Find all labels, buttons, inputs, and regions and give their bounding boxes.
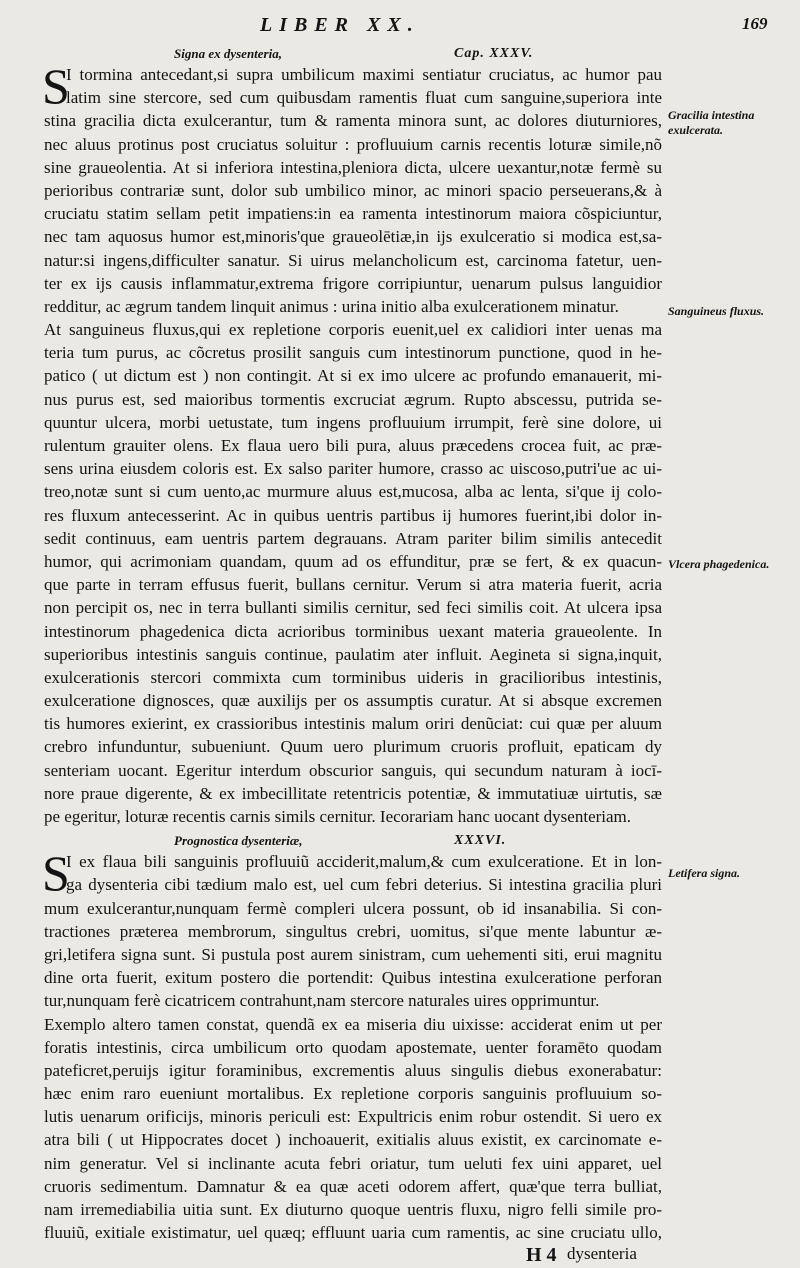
text-line: pe egeritur, loturæ recentis carnis simils cernitur. Iecorariam hanc uocant dysenteriam. [44,807,632,826]
text-line: humor, qui acrimoniam quandam, quum ad os effunditur, præ se fert, & ex quacun- [44,551,662,571]
catchword: dysenteria [567,1244,637,1264]
text-line: superioribus intestinis sanguis continue, paulatim ater influit. Aegineta si signa,inquit, [44,644,662,664]
text-line: res fluxum antecesserint. Ac in quibus uentris partibus ij humores fuerint,ibi dolor in- [44,505,662,525]
text-line: intestinorum phagedenica dicta acrioribus torminibus uexant materia graueolente. In [44,621,662,641]
text-line: perioribus contrariæ sunt, dolor sub umbilico minor, ac minori spacio perseuerans,& à [44,180,662,200]
text-line: foratis intestinis, circa umbilicum orto quodam apostemate, uenter foramēto quodam [44,1037,662,1057]
text-line: nam irremediabilia uitia sunt. Ex diuturno quoque uentris fluxu, nigro felli simile pro- [44,1200,662,1219]
text-line: nim generatur. Vel si inclinante acuta febri oriatur, tum ueluti fex uini apparet, uel [44,1153,662,1173]
text-line: At sanguineus fluxus,qui ex repletione corporis euenit,uel ex calidiori inter uenas ma [44,320,662,340]
text-line: senteriam uocant. Egeritur interdum obscurior sanguis, qui secundum naturam à iocī- [44,760,662,780]
text-line: cruciatu statim sellam petit impatiens:in ea ramenta intestinorum maiora cõspiciuntur, [44,204,662,224]
text-line: exulcerationis stercori commixta cum torminibus uideris in gracilioribus intestinis, [44,667,662,687]
margin-note: Vlcera phagedenica. [668,557,770,571]
text-line: tur,nunquam ferè cicatricem contrahunt,nam stercore naturales uires opprimuntur. [44,991,600,1011]
drop-cap: S [42,58,70,114]
text-line: natur:si ingens,difficulter sanatur. Si uirus melancholicum est, carcinoma fatetur, uen- [44,250,662,270]
text-line: dine orta fuerit, exitum postero die portendit: Quibus intestina exulceratione perforan [44,968,662,988]
text-line: pateficret,peruijs igitur foraminibus, excrementis aluus singulis diebus exonerabatur: [44,1060,662,1080]
text-line: crebro infunduntur, subueniunt. Quum uero plurimum cruoris profluit, epaticam dy [44,737,662,757]
text-line: I tormina antecedant,si supra umbilicum maximi sentiatur cruciatus, ac humor pau [66,65,662,84]
text-line: fluuiũ, exitiale existimatur, uel quæq; effluunt uaria cum ramentis, ac sine cruciatu ullo, [44,1223,662,1243]
signature-mark: H 4 [526,1244,557,1267]
running-title: LIBER XX. [260,14,420,36]
text-line: sedit continuus, eam uentris partem degrauans. Atram pariter bilim similis antecedit [44,528,662,548]
margin-note: Sanguineus fluxus. [668,304,765,318]
section-heading [44,831,662,850]
text-line: quuntur ulcera, morbi uetustate, tum ingens profluuium irrumpit, ferè sine dolore, ui [44,412,662,432]
text-line: treo,notæ sunt si cum uento,ac murmure aluus est,mucosa, alba ac lenta, si'que ij colo- [44,482,662,502]
text-line: ter ex ijs causis inflammatur,extrema frigore corripiuntur, uenarum pulsus languidior [44,273,662,293]
drop-cap: S [42,845,70,902]
text-line: teria tum purus, ac cõcretus prosilit sanguis cum intestinorum punctione, quod in he- [44,343,662,363]
paragraph [44,1013,662,1245]
catchword-line [44,1244,662,1268]
text-line: tis humores exierint, ex crassioribus intestinis malum oriri denũciat: cui quæ per aluum [44,714,662,734]
text-line: que parte in terram effusus fuerit, bullans cernitur. Verum si atra materia fuerit, acria [44,575,662,595]
text-line: stina gracilia dicta exulcerantur, tum & ramenta minora sunt, ac dolores diuturniores, [44,111,662,131]
text-line: cruoris sedimentum. Damnatur & ea quæ aceti odorem affert, quæ'que terra bulliat, [44,1176,662,1196]
paragraph [42,845,662,1012]
text-line: gri,letifera signa sunt. Si pustula post aurem sinistram, cum uehementi siti, erui magnitu [44,944,662,964]
paragraph [42,58,662,318]
text-line: atra bili ( ut Hippocrates docet ) inchoauerit, exitialis aluus existit, ex carcinomate e- [44,1130,662,1150]
paragraph [44,318,662,828]
text-line: nus purus est, sed maioribus tormentis excruciat ægrum. Rupto abscessu, putrida se- [44,389,662,409]
text-line: exulceratione dignosces, quæ auxilijs per os assumptis curatur. At si absque excremen [44,691,662,711]
margin-note: Gracilia intestina exulcerata. [668,108,755,137]
section-title: Signa ex dysenteria, [174,46,282,61]
text-line: ga dysenteria cibi tædium malo est, uel cum febri deterius. Si intestina gracilia pluri [66,875,662,895]
text-line: latim sine stercore, sed cum quibusdam ramentis fluat cum sanguine,superiora inte [66,88,662,108]
text-line: rulentum grauiter olens. Ex flaua uero bili pura, aluus præcedens crocea fuit, ac præ- [44,436,662,455]
section-title: Prognostica dysenteriæ, [174,833,303,849]
text-line: Exemplo altero tamen constat, quendã ex ea miseria diu uixisse: acciderat enim ut per [44,1014,662,1034]
text-line: hæc enim raro eueniunt mortalibus. Ex repletione corporis sanguinis profluuium so- [44,1084,662,1104]
text-line: nec aluus protinus post cruciatus soluitur : profluuium carnis recentis loturæ simile,nõ [44,134,662,154]
page-number: 169 [742,14,768,33]
text-line: patico ( ut dictum est ) non contingit. At si ex imo ulcere ac profundo emanauerit, mi- [44,366,662,386]
text-line: redditur, ac ægrum tandem linquit animus : urina initio alba exulcerationem minatur. [44,296,619,316]
text-line: nec tam aquosus humor est,minoris'que graueolētiæ,in ijs exulceratio si modica est,sa- [44,227,662,247]
main-text [44,44,662,1268]
chapter-number: Cap. XXXV. [454,46,534,61]
text-line: sens urina eiusdem coloris est. Ex salso pariter humore, crasso ac uiscoso,putri'ue ac ui- [44,459,662,479]
text-line: mum exulcerantur,nunquam fermè compleri ulcera possunt, ob id insanabilia. Si con- [44,898,662,918]
text-line: sine graueolentia. At si inferiora intestina,pleniora dicta, ulcere uexantur,notæ fermè su [44,157,662,177]
text-line: lutis uenarum orificijs, minoris periculi est: Expultricis enim robur ostendit. Si uero ex [44,1107,662,1127]
text-line: nore praue digerente, & ex imbecillitate retentricis potentiæ, & immutatiuæ uirtutis, sæ [44,783,662,803]
text-line: non percipit os, nec in terra bullanti similis cernitur, sed feci similis coit. At ulcera ipsa [44,598,662,618]
text-line: I ex flaua bili sanguinis profluuiũ acciderit,malum,& cum exulceratione. Et in lon- [66,852,662,872]
text-line: tractiones præterea membrorum, singultus crebri, uomitus, si'que mente labuntur æ- [44,921,662,941]
margin-notes [668,0,798,1181]
chapter-number: XXXVI. [454,833,507,849]
section-heading [44,44,662,63]
margin-note: Letifera signa. [668,866,740,880]
